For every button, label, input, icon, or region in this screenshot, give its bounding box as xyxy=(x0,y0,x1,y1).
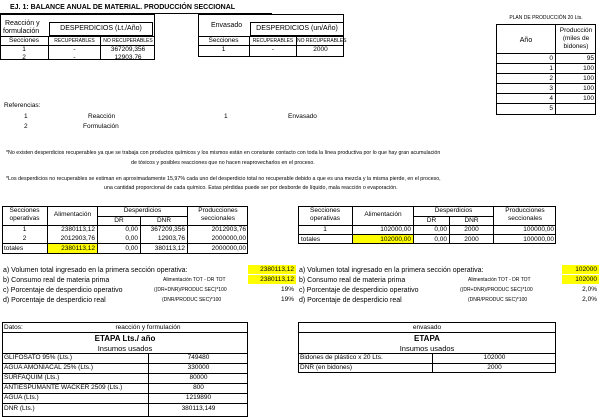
t3-row2-prod: 2000000,00 xyxy=(211,235,246,242)
t3-dnr-header: DNR xyxy=(156,217,172,224)
refs-label: Referencias: xyxy=(4,102,41,109)
t3-sec-header-1: Secciones xyxy=(9,207,40,214)
t3-hline xyxy=(98,216,188,217)
t3-row1-dr: 0,00 xyxy=(125,226,138,233)
plan-year: 4 xyxy=(549,95,553,102)
datos1-insumos: Insumos usados xyxy=(97,344,153,353)
t3-total-alim: 2380113,12 xyxy=(61,245,95,252)
calc2-b-formula: Alimentación TOT - DR TOT xyxy=(468,277,531,283)
calc2-a-label: a) Volumen total ingresado en la primera sección operativa: xyxy=(299,267,484,274)
t2-row1-recup: - xyxy=(271,46,275,53)
datos1-hline xyxy=(2,403,248,404)
t3-dr-header: DR xyxy=(114,217,124,224)
note-2-line-1: *Los desperdicios no recuperables se estiman en aproximadamente 15,97% cada uno del desperdicio total no recuperable debido a que es una mezcla y la misma pierde, en el proceso, xyxy=(6,176,441,182)
t3-row2-dr: 0,00 xyxy=(125,235,138,242)
t2-norecup-header: NO RECUPERABLES xyxy=(297,38,347,44)
datos1-item-name: SURFAQUIM (Lts.) xyxy=(4,374,60,381)
t4-total-dr: 0,00 xyxy=(434,236,447,243)
datos2-item-name: Bidones de plástico x 20 Lts. xyxy=(300,354,383,361)
t3-desp-header: Desperdicios xyxy=(123,207,162,214)
plan-value: 100 xyxy=(583,75,594,82)
t3-prod-header-1: Producciones xyxy=(198,207,238,214)
calc1-c-formula: ((DR+DNR)/PRODUC SEC)*100 xyxy=(154,287,227,293)
t1-row2-sec: 2 xyxy=(22,54,26,61)
t4-row1-dr: 0,00 xyxy=(434,226,447,233)
calc1-a-label: a) Volumen total ingresado en la primera sección operativa: xyxy=(3,267,188,274)
plan-title: PLAN DE PRODUCCIÓN 20 Lts. xyxy=(509,15,583,21)
t4-prod-header-2: seccionales xyxy=(508,215,542,222)
plan-divider xyxy=(496,53,596,54)
t4-alim-header: Alimentación xyxy=(364,211,402,218)
t1-recup-header: RECUPERABLES xyxy=(54,38,95,44)
ref-2-num: 2 xyxy=(24,123,28,130)
t1-row1-sec: 1 xyxy=(22,46,26,53)
plan-row-line xyxy=(496,73,596,74)
t3-row2-dnr: 12903,76 xyxy=(157,235,185,242)
calc2-c-label: c) Porcentaje de desperdicio operativo xyxy=(299,287,419,294)
note-1-line-2: de tóxicos y posibles reacciones que no hacen reaprovecharlos en el proceso. xyxy=(131,160,315,166)
t1-row2-recup: - xyxy=(73,54,76,61)
plan-prod-header-2: (miles de xyxy=(562,35,590,42)
calc2-b-value: 102000 xyxy=(575,276,597,283)
plan-prod-header-3: bidones) xyxy=(563,43,589,50)
t4-sec-header-2: operativas xyxy=(310,215,340,222)
datos1-item-value: 80000 xyxy=(189,374,208,381)
plan-value: 95 xyxy=(586,55,594,62)
t1-label-reaccion: Reacción y xyxy=(5,20,40,27)
calc2-b-label: b) Consumo real de materia prima xyxy=(299,277,406,284)
t4-prod-header-1: Producciones xyxy=(505,207,545,214)
plan-value: 100 xyxy=(583,85,594,92)
calc1-d-value: 19% xyxy=(280,296,294,303)
datos2-item-name: DNR (en bidones) xyxy=(300,364,353,371)
datos1-item-value: 380113,149 xyxy=(181,405,216,412)
t3-total-dr: 0,00 xyxy=(125,245,138,252)
datos-label: Datos: xyxy=(4,324,23,331)
t3-alim-header: Alimentación xyxy=(53,211,92,218)
note-1-line-1: *No existen desperdicios recuperables ya que se trabaja con productos químicos y los mismos están en constante contacto con toda la línea productiva por lo que hay gran acumulación xyxy=(6,150,441,156)
t2-label-envasado: Envasado xyxy=(211,22,243,29)
t4-total-dnr: 2000 xyxy=(464,236,479,243)
datos2-insumos: Insumos usados xyxy=(399,344,455,353)
calc2-c-formula: ((DR+DNR)/PRODUC SEC)*100 xyxy=(460,287,533,293)
t4-dr-header: DR xyxy=(426,217,437,224)
calc2-d-formula: (DNR/PRODUC SEC)*100 xyxy=(468,297,528,303)
plan-row-line xyxy=(496,93,596,94)
t1-row1-recup: - xyxy=(73,46,76,53)
calc1-d-formula: (DNR/PRODUC SEC)*100 xyxy=(162,297,222,303)
ref-3-num: 1 xyxy=(224,113,228,120)
calc1-d-label: d) Porcentaje de desperdicio real xyxy=(3,297,106,304)
t4-total-alim: 102000,00 xyxy=(380,236,411,243)
calc1-c-label: c) Porcentaje de desperdicio operativo xyxy=(3,287,123,294)
ref-1-num: 1 xyxy=(24,113,28,120)
t4-row1-alim: 102000,00 xyxy=(380,226,411,233)
t4-hline xyxy=(298,234,556,235)
datos1-item-name: DNR (Lts.) xyxy=(4,405,35,412)
t3-sec-header-2: operativas xyxy=(9,215,40,222)
ref-3-text: Envasado xyxy=(288,113,317,120)
datos1-item-value: 330000 xyxy=(187,364,210,371)
t4-total-label: totales xyxy=(301,236,321,243)
datos1-header: reacción y formulación xyxy=(115,324,181,331)
plan-year: 3 xyxy=(549,85,553,92)
t2-sec-header: Secciones xyxy=(208,37,239,44)
sheet-title: EJ. 1: BALANCE ANUAL DE MATERIAL. PRODUCCIÓN SECCIONAL xyxy=(10,4,236,11)
note-2-line-2: una cantidad proporcional de cada químico. Estas pérdidas puede ser por desborde de líquido, mala reacción o evaporación. xyxy=(104,185,398,191)
t1-sec-header: Secciones xyxy=(9,37,39,44)
plan-row-line xyxy=(496,83,596,84)
datos2-hline xyxy=(298,332,556,333)
datos2-header: envasado xyxy=(412,324,442,331)
datos1-item-value: 1219890 xyxy=(185,394,212,401)
t4-total-prod: 100000,00 xyxy=(523,236,554,243)
plan-year: 0 xyxy=(549,55,553,62)
t1-row1-norecup: 367209,356 xyxy=(110,46,146,53)
calc2-d-label: d) Porcentaje de desperdicio real xyxy=(299,297,402,304)
t1-desp-header: DESPERDICIOS (Lt./Año) xyxy=(60,25,142,32)
t3-row1-sec: 1 xyxy=(22,226,27,233)
datos1-item-name: AGUA (Lts.) xyxy=(4,394,39,401)
plan-value: 100 xyxy=(583,65,594,72)
plan-year: 2 xyxy=(549,75,553,82)
t2-row1-norecup: 2000 xyxy=(313,46,328,53)
calc2-c-value: 2,0% xyxy=(582,286,597,293)
calc1-c-value: 19% xyxy=(280,286,294,293)
t2-desp-header: DESPERDICIOS (un/Año) xyxy=(256,25,338,32)
t4-row1-dnr: 2000 xyxy=(464,226,479,233)
t3-total-prod: 2000000,00 xyxy=(211,245,246,252)
plan-row-line xyxy=(496,63,596,64)
datos2-item-value: 102000 xyxy=(483,354,506,361)
datos1-item-name: ANTIESPUMANTE WACKER 2509 (Lts.) xyxy=(4,384,123,391)
plan-prod-header-1: Producción xyxy=(559,27,593,34)
plan-year: 1 xyxy=(549,65,553,72)
t3-row1-alim: 2380113,12 xyxy=(61,226,95,233)
t1-row2-norecup: 12903,76 xyxy=(114,54,142,61)
datos2-etapa: ETAPA xyxy=(414,334,440,343)
t3-row2-sec: 2 xyxy=(22,235,27,242)
plan-row-line xyxy=(496,103,596,104)
datos1-item-value: 749480 xyxy=(187,354,210,361)
datos1-etapa: ETAPA Lts./ año xyxy=(94,334,156,343)
datos1-hline xyxy=(2,332,248,333)
plan-ano-header: Año xyxy=(519,37,533,44)
datos2-item-value: 2000 xyxy=(487,364,502,371)
calc1-b-formula: Alimentación TOT - DR TOT xyxy=(163,277,226,283)
calc1-b-label: b) Consumo real de materia prima xyxy=(3,277,110,284)
t3-row1-dnr: 367209,356 xyxy=(150,226,185,233)
ref-1-text: Reacción xyxy=(88,113,116,120)
datos1-item-value: 800 xyxy=(193,384,204,391)
t4-row1-prod: 100000,00 xyxy=(523,226,554,233)
calc1-a-value: 2380113,12 xyxy=(260,266,294,273)
datos1-hline xyxy=(2,393,248,394)
t3-row2-alim: 2012903,76 xyxy=(60,235,95,242)
t3-prod-header-2: seccionales xyxy=(201,215,235,222)
t2-row1-sec: 1 xyxy=(221,46,226,53)
datos1-item-name: GLIFOSATO 95% (Lts.) xyxy=(4,354,73,361)
calc2-d-value: 2,0% xyxy=(582,296,597,303)
t4-hline xyxy=(298,225,556,226)
datos1-item-name: AGUA AMONIACAL 25% (Lts.) xyxy=(4,364,93,371)
plan-value: 100 xyxy=(583,95,594,102)
calc2-a-value: 102000 xyxy=(575,266,597,273)
t1-norecup-header: NO RECUPERABLES xyxy=(103,38,153,44)
t3-hline xyxy=(2,243,248,244)
t4-row1-sec: 1 xyxy=(323,226,327,233)
t4-desp-header: Desperdicios xyxy=(434,207,473,214)
t4-dnr-header: DNR xyxy=(464,217,479,224)
t4-sec-header-1: Secciones xyxy=(310,207,340,214)
t1-label-formulacion: formulación xyxy=(3,28,40,35)
t2-recup-header: RECUPERABLES xyxy=(252,38,294,44)
t3-total-label: totales xyxy=(4,245,24,252)
plan-year: 5 xyxy=(549,105,553,112)
calc1-b-value: 2380113,12 xyxy=(260,276,294,283)
t4-hline xyxy=(414,216,494,217)
ref-2-text: Formulación xyxy=(83,123,119,130)
t3-total-dnr: 380113,12 xyxy=(154,245,185,252)
t3-row1-prod: 2012903,76 xyxy=(211,226,246,233)
